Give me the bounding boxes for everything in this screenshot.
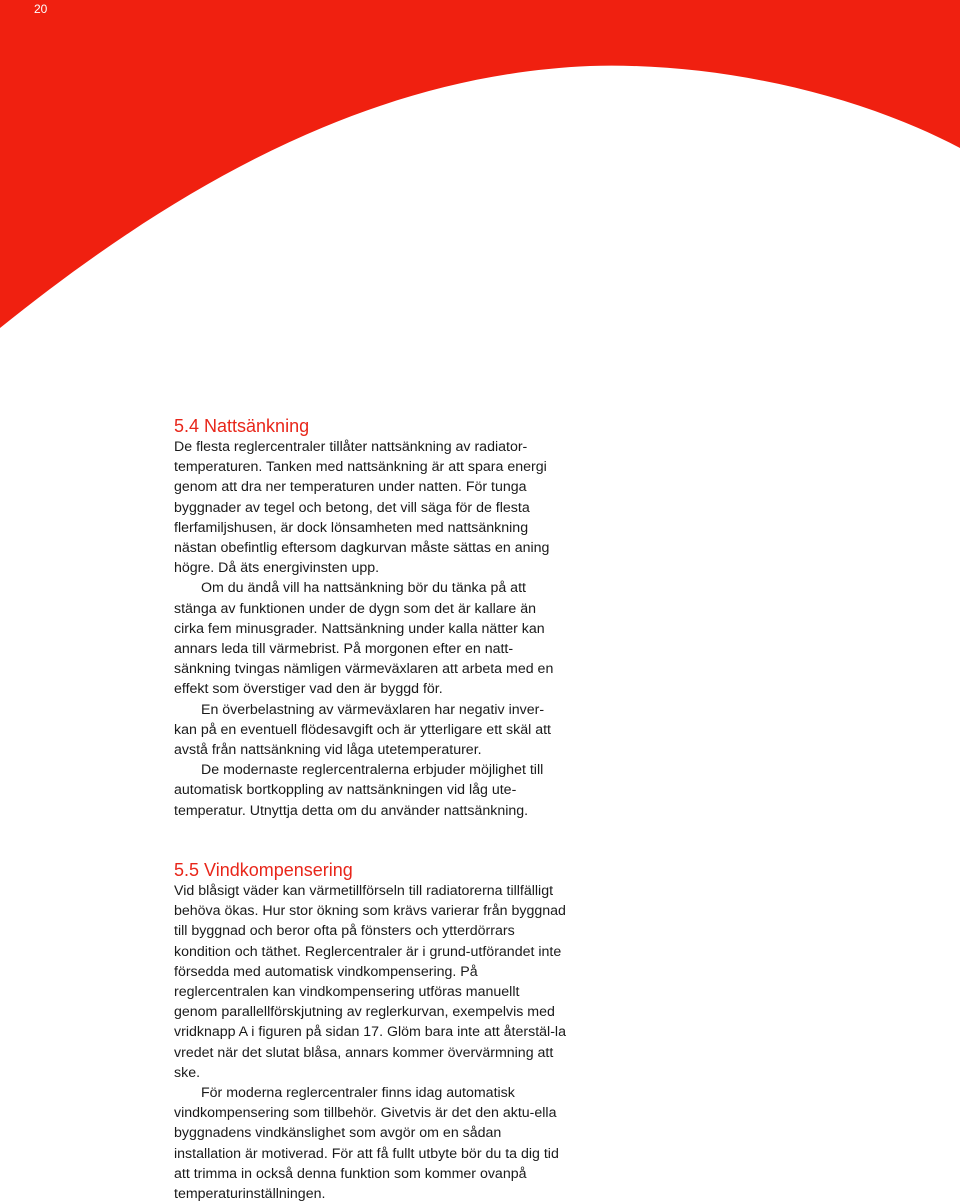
paragraph: En överbelastning av värmeväxlaren har negativ inver-kan på en eventuell flödesavgift och är ytterligare ett skäl att avstå från nattsänkning vid låga utetemperaturer.: [174, 701, 551, 759]
page-number: 20: [34, 2, 48, 16]
red-header-banner: [0, 0, 960, 340]
paragraph: De modernaste reglercentralerna erbjuder möjlighet till automatisk bortkoppling av nattsänkningen vid låg ute-temperatur. Utnyttja detta om du använder nattsänkning.: [174, 762, 544, 819]
section-vindkompensering: [174, 860, 566, 1204]
section-nattsankning: [174, 416, 566, 821]
section-heading: 5.5 Vindkompensering: [174, 860, 353, 880]
paragraph: För moderna reglercentraler finns idag automatisk vindkompensering som tillbehör. Givetvis är det den aktu-ella byggnadens vindkänslighet som avgör om en sådan installation är motiverad. För att få fullt utbyte bör du ta dig tid att trimma in också denna funktion som kommer ovanpå temperaturinställningen.: [174, 1085, 559, 1203]
red-curve-shape: [0, 0, 960, 328]
paragraph: De flesta reglercentraler tillåter nattsänkning av radiator-temperaturen. Tanken med nattsänkning är att spara energi genom att dra ner temperaturen under natten. För tunga byggnader av tegel och betong, det vill säga för de flesta flerfamiljshusen, är dock lönsamheten med nattsänkning nästan obefintlig eftersom dagkurvan måste sättas en aning högre. Då äts energivinsten upp.: [174, 439, 550, 577]
section-heading: 5.4 Nattsänkning: [174, 416, 310, 436]
paragraph: Vid blåsigt väder kan värmetillförseln till radiatorerna tillfälligt behöva ökas. Hur stor ökning som krävs varierar från byggnad till byggnad och beror ofta på fönsters och ytterdörrars kondition och täthet. Reglercentraler är i grund-utförandet inte försedda med automatisk vindkompensering. På reglercentralen kan vindkompensering utföras manuellt genom parallellförskjutning av reglerkurvan, exempelvis med vridknapp A i figuren på sidan 17. Glöm bara inte att återstäl-la vredet när det slutat blåsa, annars kommer övervärmning att ske.: [174, 883, 566, 1081]
paragraph: Om du ändå vill ha nattsänkning bör du tänka på att stänga av funktionen under de dygn som det är kallare än cirka fem minusgrader. Nattsänkning under kalla nätter kan annars leda till värmebrist. På morgonen efter en natt-sänkning tvingas nämligen värmeväxlaren att arbeta med en effekt som överstiger vad den är byggd för.: [174, 580, 554, 698]
